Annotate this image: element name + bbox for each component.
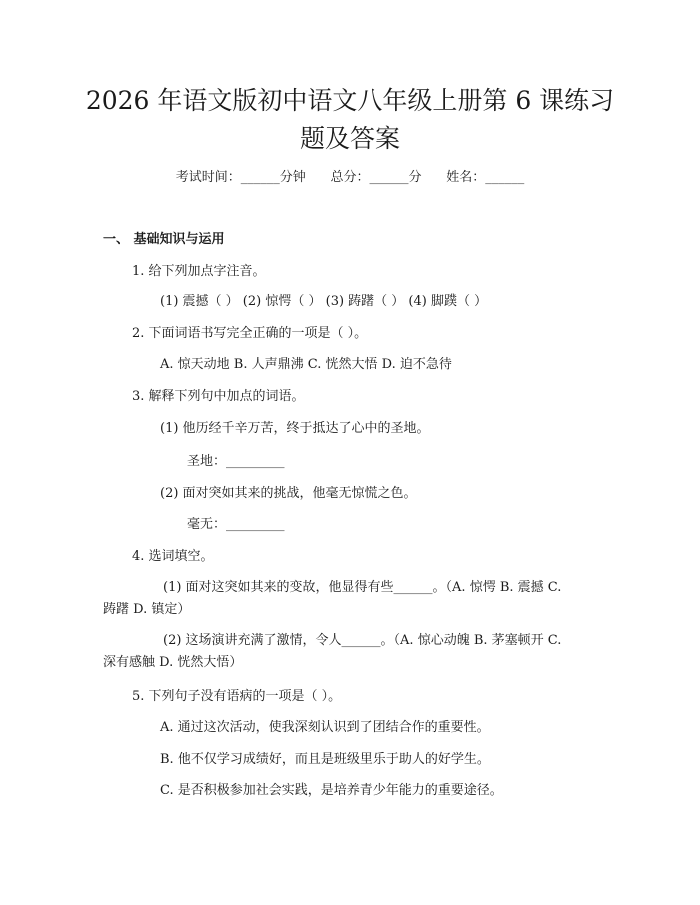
question-2: 2. 下面词语书写完全正确的一项是（ ）。 <box>132 326 368 341</box>
page-title: 2026 年语文版初中语文八年级上册第 6 课练习题及答案 <box>85 86 615 153</box>
question-4: 4. 选词填空。 <box>132 549 214 564</box>
question-5: 5. 下列句子没有语病的一项是（ ）。 <box>132 689 342 704</box>
question-1: 1. 给下列加点字注音。 <box>132 264 266 279</box>
exam-meta: 考试时间：______分钟 总分：______分 姓名：______ <box>175 170 525 185</box>
question-3-item-1-answer: 圣地：_________ <box>187 454 285 469</box>
question-3: 3. 解释下列句中加点的词语。 <box>132 389 305 404</box>
section-heading: 一、 基础知识与运用 <box>103 232 225 247</box>
question-5-option-b: B. 他不仅学习成绩好，而且是班级里乐于助人的好学生。 <box>160 752 490 767</box>
question-5-option-c: C. 是否积极参加社会实践，是培养青少年能力的重要途径。 <box>160 783 503 798</box>
question-4-item-2-line-1: (2) 这场演讲充满了激情，令人______。（A. 惊心动魄 B. 茅塞顿开 C. <box>163 633 562 648</box>
question-1-options: (1) 震撼（ ） (2) 惊愕（ ） (3) 踌躇（ ） (4) 脚蹼（ ） <box>160 294 488 309</box>
question-3-item-2: (2) 面对突如其来的挑战，他毫无惊慌之色。 <box>160 486 417 501</box>
question-4-item-1 <box>103 577 561 621</box>
question-4-item-2 <box>103 630 561 674</box>
question-4-item-1-line-1: (1) 面对这突如其来的变故，他显得有些______。（A. 惊愕 B. 震撼 C. <box>163 580 562 595</box>
question-3-item-1: (1) 他历经千辛万苦，终于抵达了心中的圣地。 <box>160 421 430 436</box>
question-2-options: A. 惊天动地 B. 人声鼎沸 C. 恍然大悟 D. 迫不急待 <box>160 357 452 372</box>
question-5-option-a: A. 通过这次活动，使我深刻认识到了团结合作的重要性。 <box>160 720 490 735</box>
question-4-item-1-line-2: 踌躇 D. 镇定） <box>103 602 191 617</box>
question-3-item-2-answer: 毫无：_________ <box>187 517 285 532</box>
question-4-item-2-line-2: 深有感触 D. 恍然大悟） <box>103 655 243 670</box>
